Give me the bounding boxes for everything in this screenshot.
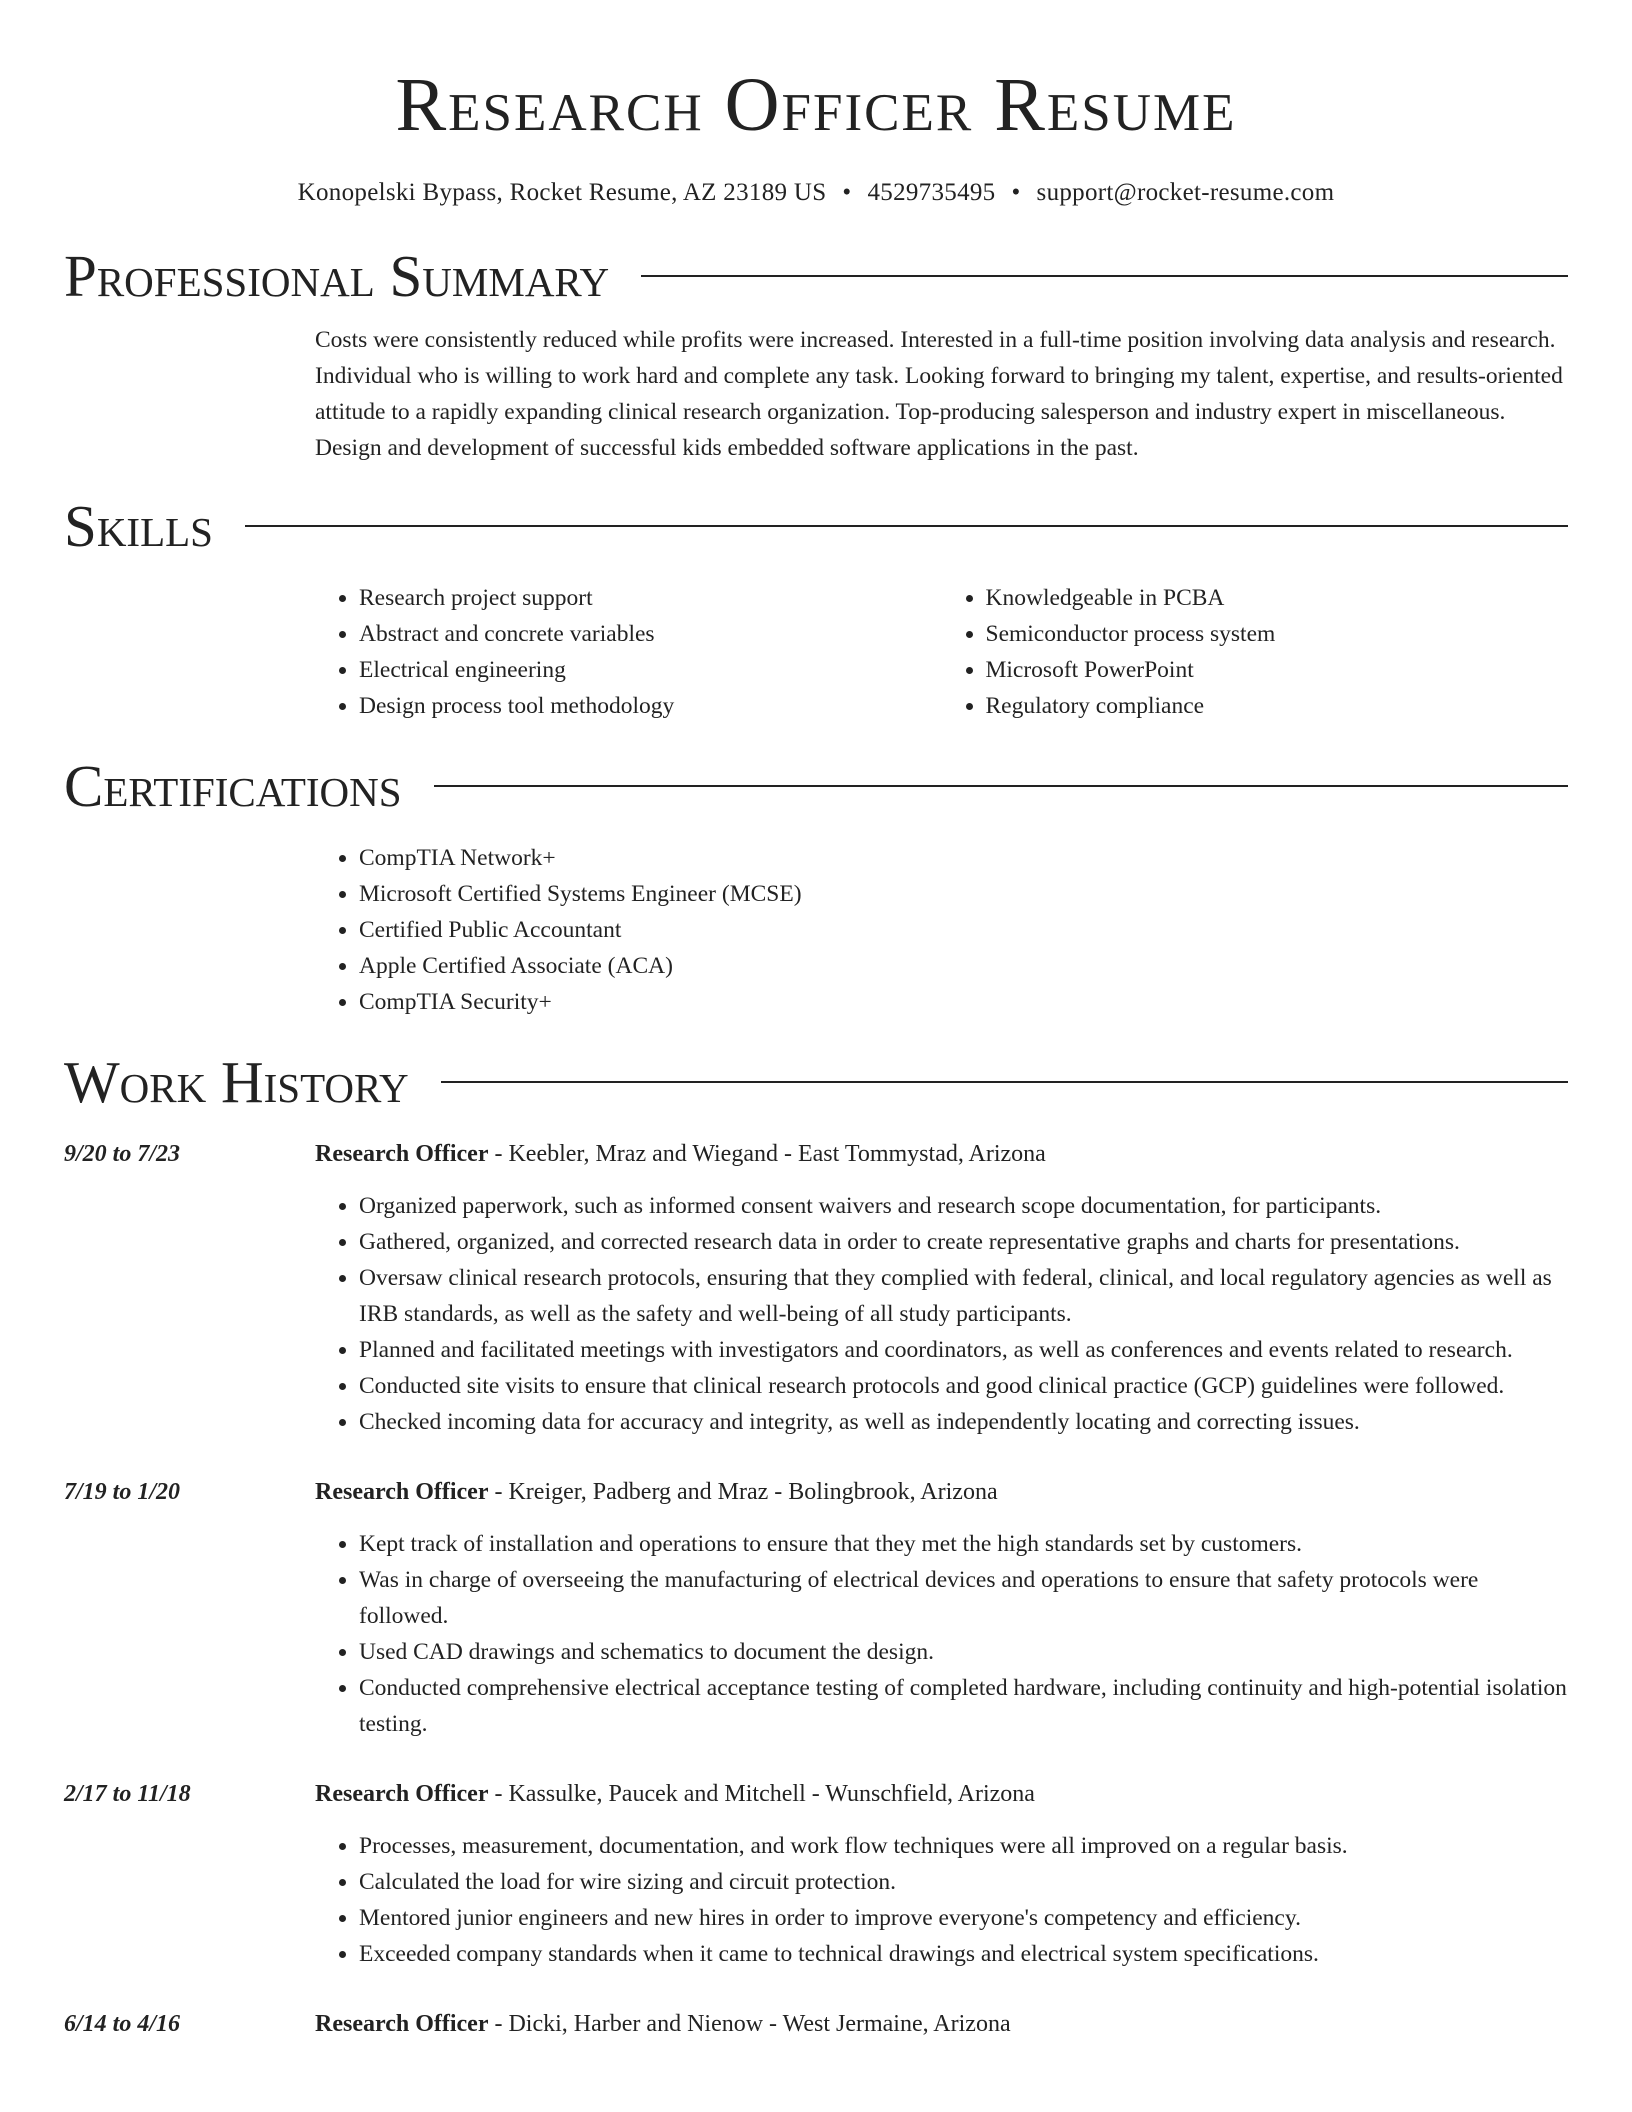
summary-text: Costs were consistently reduced while profits were increased. Interested in a full-time position involving data analysis and research. Individual who is willing to work hard and complete any task. Looking forward to bringing my talent, expertise, and results-oriented attitude to a rapidly expanding clinical research organization. Top-producing salesperson and industry expert in miscellaneous. Design and development of successful kids embedded software applications in the past. (315, 327, 1563, 461)
job-entry (64, 1776, 1568, 1972)
job-role-line (315, 2006, 1568, 2042)
job-dates: 7/19 to 1/20 (64, 1479, 181, 1505)
job-bullet: • Processes, measurement, documentation, and work flow techniques were all improved on a regular basis. (359, 1828, 1568, 1864)
job-bullet: • Oversaw clinical research protocols, ensuring that they complied with federal, clinical, and local regulatory agencies as well as IRB standards, as well as the safety and well-being of all study participants. (359, 1260, 1568, 1332)
job-bullet: • Conducted comprehensive electrical acceptance testing of completed hardware, including continuity and high-potential isolation testing. (359, 1670, 1568, 1742)
job-dates: 2/17 to 11/18 (64, 1781, 191, 1807)
certification-item: • Certified Public Accountant (359, 912, 1568, 948)
skills-heading (64, 494, 1568, 558)
section-divider (434, 785, 1568, 787)
job-bullet: • Kept track of installation and operations to ensure that they met the high standards set by customers. (359, 1526, 1568, 1562)
job-dates: 9/20 to 7/23 (64, 1141, 181, 1167)
job-title: Research Officer (315, 1781, 489, 1807)
contact-separator: • (842, 179, 852, 206)
job-bullet: • Conducted site visits to ensure that clinical research protocols and good clinical practice (GCP) guidelines were followed. (359, 1368, 1568, 1404)
skill-item: • Electrical engineering (359, 652, 942, 688)
skill-item: • Regulatory compliance (986, 688, 1569, 724)
job-content (315, 1136, 1568, 1440)
job-bullet: • Mentored junior engineers and new hires in order to improve everyone's competency and efficiency. (359, 1900, 1568, 1936)
section-divider (441, 1081, 1568, 1083)
summary-section (64, 244, 1568, 466)
skill-item: • Semiconductor process system (986, 616, 1569, 652)
job-content (315, 1474, 1568, 1742)
certifications-heading (64, 754, 1568, 818)
work-history-heading (64, 1050, 1568, 1114)
resume-page (64, 0, 1568, 2042)
job-bullet: • Gathered, organized, and corrected research data in order to create representative graphs and charts for presentations. (359, 1224, 1568, 1260)
job-bullets (315, 1828, 1568, 1972)
job-content (315, 2006, 1568, 2042)
skills-heading-text: Skills (64, 493, 213, 559)
skill-item: • Research project support (359, 580, 942, 616)
job-content (315, 1776, 1568, 1972)
summary-heading-text: Professional Summary (64, 243, 610, 309)
work-history-section (64, 1050, 1568, 2042)
contact-email: support@rocket-resume.com (1036, 179, 1335, 206)
certifications-list (315, 840, 1568, 1020)
section-divider (245, 525, 1568, 527)
certifications-section (64, 754, 1568, 1020)
certifications-body (315, 840, 1568, 1020)
job-title: Research Officer (315, 1141, 489, 1167)
certifications-heading-text: Certifications (64, 753, 402, 819)
job-details: - Keebler, Mraz and Wiegand - East Tommystad, Arizona (488, 1141, 1046, 1167)
job-bullets (315, 1526, 1568, 1742)
resume-title: Research Officer Resume (395, 63, 1237, 147)
job-bullet: • Organized paperwork, such as informed consent waivers and research scope documentation, for participants. (359, 1188, 1568, 1224)
certification-item: • CompTIA Network+ (359, 840, 1568, 876)
job-title: Research Officer (315, 2011, 489, 2037)
job-bullet: • Was in charge of overseeing the manufacturing of electrical devices and operations to ensure that safety protocols were followed. (359, 1562, 1568, 1634)
work-history-heading-text: Work History (64, 1049, 409, 1115)
skills-list-right (942, 580, 1569, 724)
job-entry (64, 1474, 1568, 1742)
skills-grid (315, 580, 1568, 724)
job-title: Research Officer (315, 1479, 489, 1505)
job-entry (64, 2006, 1568, 2042)
job-bullet: • Checked incoming data for accuracy and integrity, as well as independently locating and correcting issues. (359, 1404, 1568, 1440)
skill-item: • Design process tool methodology (359, 688, 942, 724)
job-bullet: • Planned and facilitated meetings with investigators and coordinators, as well as conferences and events related to research. (359, 1332, 1568, 1368)
job-bullet: • Used CAD drawings and schematics to document the design. (359, 1634, 1568, 1670)
contact-address: Konopelski Bypass, Rocket Resume, AZ 23189 US (297, 179, 827, 206)
section-divider (641, 275, 1568, 277)
job-role-line (315, 1776, 1568, 1812)
job-bullet: • Exceeded company standards when it came to technical drawings and electrical system specifications. (359, 1936, 1568, 1972)
certification-item: • Microsoft Certified Systems Engineer (MCSE) (359, 876, 1568, 912)
job-dates: 6/14 to 4/16 (64, 2011, 181, 2037)
job-role-line (315, 1474, 1568, 1510)
contact-phone: 4529735495 (867, 179, 996, 206)
contact-line (64, 176, 1568, 210)
skill-item: • Knowledgeable in PCBA (986, 580, 1569, 616)
job-entry (64, 1136, 1568, 1440)
job-details: - Dicki, Harber and Nienow - West Jermaine, Arizona (488, 2011, 1011, 2037)
job-bullets (315, 1188, 1568, 1440)
certification-item: • Apple Certified Associate (ACA) (359, 948, 1568, 984)
job-role-line (315, 1136, 1568, 1172)
job-details: - Kreiger, Padberg and Mraz - Bolingbrook, Arizona (488, 1479, 998, 1505)
job-bullet: • Calculated the load for wire sizing and circuit protection. (359, 1864, 1568, 1900)
certification-item: • CompTIA Security+ (359, 984, 1568, 1020)
skills-section (64, 494, 1568, 724)
skill-item: • Abstract and concrete variables (359, 616, 942, 652)
skills-list-left (315, 580, 942, 724)
contact-separator: • (1011, 179, 1021, 206)
summary-heading (64, 244, 1568, 308)
job-details: - Kassulke, Paucek and Mitchell - Wunschfield, Arizona (488, 1781, 1035, 1807)
skill-item: • Microsoft PowerPoint (986, 652, 1569, 688)
